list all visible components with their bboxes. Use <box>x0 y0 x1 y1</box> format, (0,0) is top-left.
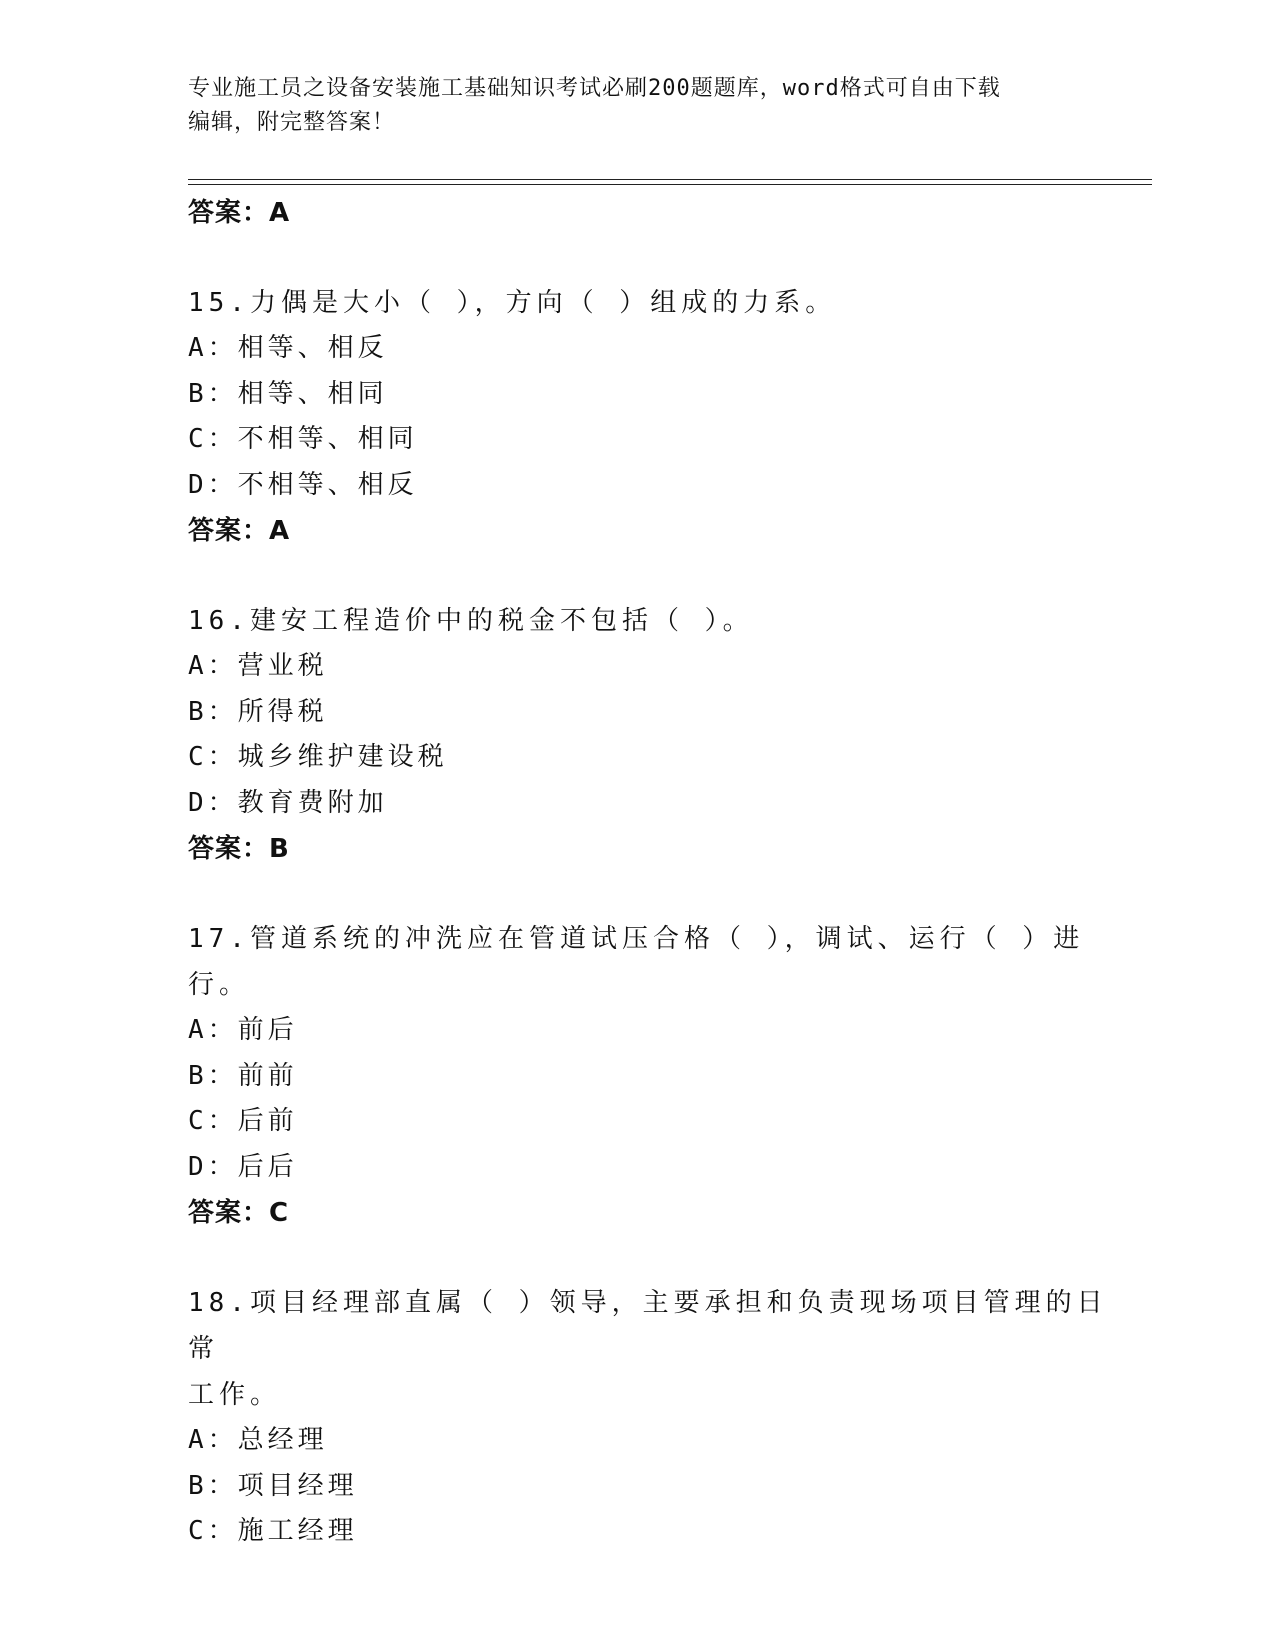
header-divider-bottom <box>188 184 1152 185</box>
answer-line <box>188 826 1108 872</box>
document-header <box>188 72 1088 140</box>
answer-label: 答案： <box>188 516 270 546</box>
question-list <box>188 190 1108 1555</box>
option-b: B：相等、相同 <box>188 378 388 409</box>
answer-line <box>188 190 1108 236</box>
answer-value: A <box>269 198 291 228</box>
option-c: C：施工经理 <box>188 1516 358 1546</box>
option-a: A：前后 <box>188 1015 298 1045</box>
option-d: D：后后 <box>188 1151 298 1182</box>
option-c: C：不相等、相同 <box>188 424 418 454</box>
answer-label: 答案： <box>188 834 270 864</box>
option-c: C：城乡维护建设税 <box>188 742 448 772</box>
option-a: A：营业税 <box>188 651 328 681</box>
header-line-2: 编辑，附完整答案！ <box>188 110 396 135</box>
answer-value: C <box>269 1198 290 1228</box>
option-a: A：总经理 <box>188 1425 328 1455</box>
option-b: B：项目经理 <box>188 1470 358 1501</box>
answer-line <box>188 1190 1108 1236</box>
answer-line <box>188 508 1108 554</box>
option-b: B：所得税 <box>188 696 328 727</box>
option-d: D：教育费附加 <box>188 787 388 818</box>
option-d: D：不相等、相反 <box>188 469 418 500</box>
question-stem: 17.管道系统的冲洗应在管道试压合格（ ），调试、运行（ ）进行。 <box>188 924 1085 1000</box>
header-line-1: 专业施工员之设备安装施工基础知识考试必刷200题题库，word格式可自由下载 <box>188 76 1001 101</box>
question-17 <box>188 916 1108 1236</box>
option-c: C：后前 <box>188 1106 298 1136</box>
question-18 <box>188 1280 1108 1555</box>
question-15 <box>188 280 1108 554</box>
header-divider-top <box>188 179 1152 180</box>
question-stem-line-1: 18.项目经理部直属（ ）领导，主要承担和负责现场项目管理的日常 <box>188 1288 1108 1364</box>
question-16 <box>188 598 1108 872</box>
option-b: B：前前 <box>188 1060 298 1091</box>
question-stem: 15.力偶是大小（ ），方向（ ）组成的力系。 <box>188 288 837 318</box>
answer-value: B <box>269 834 290 864</box>
question-stem: 16.建安工程造价中的税金不包括（ ）。 <box>188 606 754 636</box>
option-a: A：相等、相反 <box>188 333 388 363</box>
question-stem-line-2: 工作。 <box>188 1380 282 1410</box>
answer-label: 答案： <box>188 1198 270 1228</box>
answer-value: A <box>269 516 291 546</box>
answer-label: 答案： <box>188 198 270 228</box>
